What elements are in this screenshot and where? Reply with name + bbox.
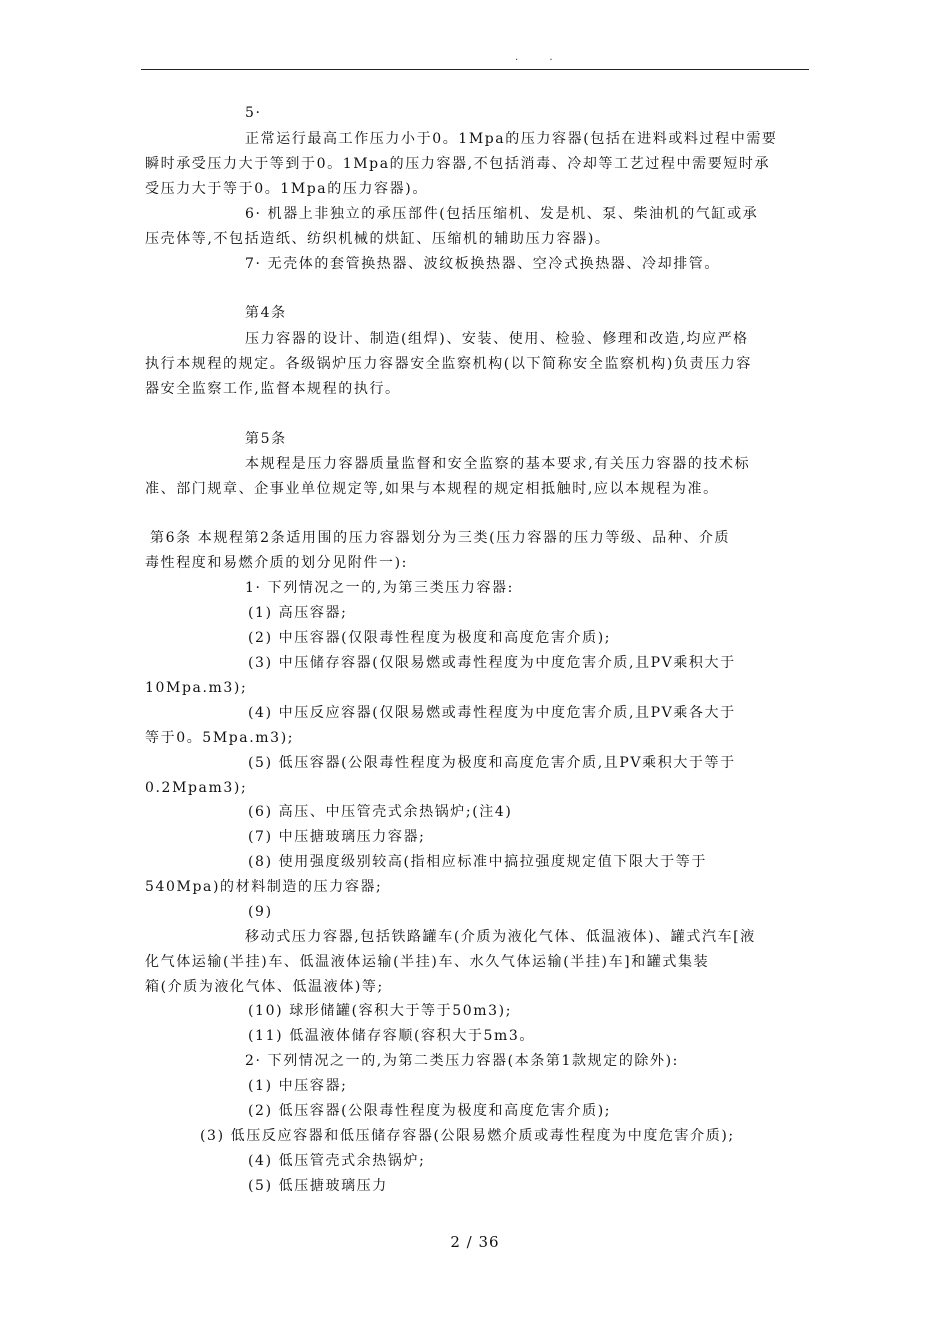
list-item: (4) 低压管壳式余热锅炉;	[248, 1153, 426, 1169]
list-item: (3) 中压储存容器(仅限易燃或毒性程度为中度危害介质,且PV乘积大于	[248, 655, 736, 671]
list-item: (7) 中压搪玻璃压力容器;	[248, 829, 426, 845]
text-line: 正常运行最高工作压力小于0。1Mpa的压力容器(包括在进料或料过程中需要	[245, 131, 778, 147]
list-item: (4) 中压反应容器(仅限易燃或毒性程度为中度危害介质,且PV乘各大于	[248, 705, 736, 721]
article-heading: 第5条	[245, 431, 287, 447]
text-line: 执行本规程的规定。各级锅炉压力容器安全监察机构(以下简称安全监察机构)负责压力容	[145, 356, 752, 372]
text-line: 箱(介质为液化气体、低温液体)等;	[145, 979, 384, 995]
list-item: (2) 中压容器(仅限毒性程度为极度和高度危害介质);	[248, 630, 612, 646]
header-rule	[141, 69, 809, 70]
text-line: 瞬时承受压力大于等到于0。1Mpa的压力容器,不包括消毒、冷却等工艺过程中需要短时承	[145, 156, 771, 172]
list-item: (5) 低压搪玻璃压力	[248, 1178, 388, 1194]
list-item: (9)	[248, 904, 273, 920]
list-item: (2) 低压容器(公限毒性程度为极度和高度危害介质);	[248, 1103, 612, 1119]
text-line: 540Mpa)的材料制造的压力容器;	[145, 879, 383, 895]
list-item: (1) 高压容器;	[248, 605, 348, 621]
text-line: 10Mpa.m3);	[145, 680, 248, 696]
text-line: 1· 下列情况之一的,为第三类压力容器:	[245, 580, 514, 596]
text-line: 化气体运输(半挂)车、低温液体运输(半挂)车、水久气体运输(半挂)车]和罐式集装	[145, 954, 710, 970]
page-number: 2 / 36	[450, 1233, 500, 1251]
list-item: (3) 低压反应容器和低压储存容器(公限易燃介质或毒性程度为中度危害介质);	[200, 1128, 735, 1144]
list-item: (10) 球形储罐(容积大于等于50m3);	[248, 1003, 513, 1019]
list-item: (5) 低压容器(公限毒性程度为极度和高度危害介质,且PV乘积大于等于	[248, 755, 736, 771]
article-heading: 第4条	[245, 305, 287, 321]
text-line: 本规程是压力容器质量监督和安全监察的基本要求,有关压力容器的技术标	[245, 456, 751, 472]
list-item: (1) 中压容器;	[248, 1078, 348, 1094]
text-line: 第6条 本规程第2条适用围的压力容器划分为三类(压力容器的压力等级、品种、介质	[150, 530, 731, 546]
text-line: 毒性程度和易燃介质的划分见附件一):	[145, 555, 408, 571]
list-item: (6) 高压、中压管壳式余热锅炉;(注4)	[248, 804, 513, 820]
text-line: 压壳体等,不包括造纸、纺织机械的烘缸、压缩机的辅助压力容器)。	[145, 231, 611, 247]
text-line: 准、部门规章、企事业单位规定等,如果与本规程的规定相抵触时,应以本规程为准。	[145, 481, 719, 497]
list-item: (11) 低温液体储存容顺(容积大于5m3。	[248, 1028, 535, 1044]
text-line: 器安全监察工作,监督本规程的执行。	[145, 381, 401, 397]
list-item: (8) 使用强度级别较高(指相应标准中搞拉强度规定值下限大于等于	[248, 854, 707, 870]
text-line: 压力容器的设计、制造(组焊)、安装、使用、检验、修理和改造,均应严格	[245, 331, 749, 347]
header-dots: . .	[515, 52, 567, 63]
text-line: 2· 下列情况之一的,为第二类压力容器(本条第1款规定的除外):	[245, 1053, 680, 1069]
text-line: 0.2Mpam3);	[145, 780, 248, 796]
text-line: 等于0。5Mpa.m3);	[145, 730, 295, 746]
text-line: 5·	[245, 105, 262, 121]
text-line: 7· 无壳体的套管换热器、波纹板换热器、空冷式换热器、冷却排管。	[245, 256, 721, 272]
text-line: 受压力大于等于0。1Mpa的压力容器)。	[145, 181, 428, 197]
text-line: 6· 机器上非独立的承压部件(包括压缩机、发是机、泵、柴油机的气缸或承	[245, 206, 759, 222]
text-line: 移动式压力容器,包括铁路罐车(介质为液化气体、低温液体)、罐式汽车[液	[245, 929, 756, 945]
